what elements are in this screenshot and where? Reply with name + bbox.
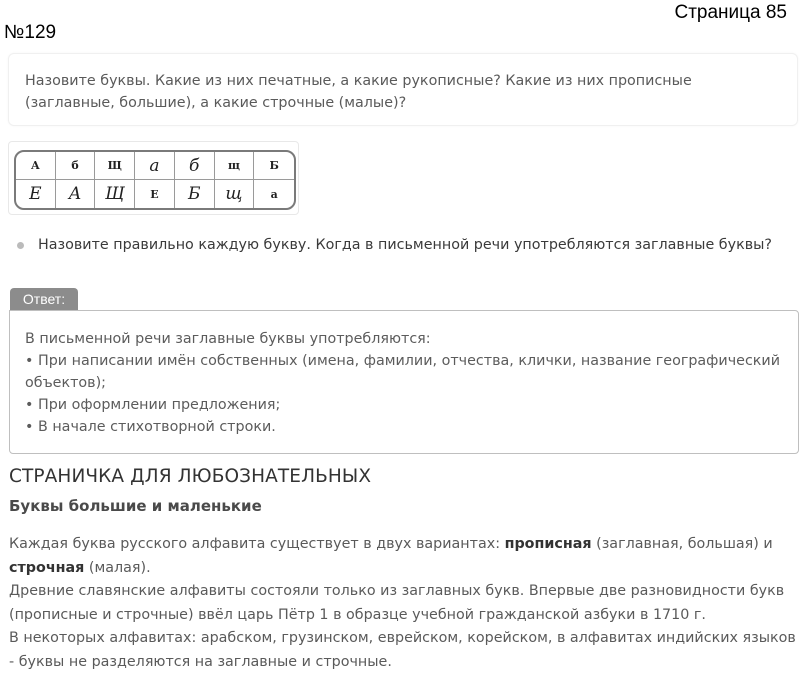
answer-tab: Ответ: bbox=[10, 288, 78, 310]
question-card bbox=[8, 53, 798, 126]
paragraph-1 bbox=[9, 533, 803, 580]
letter-cell: Б bbox=[254, 152, 294, 180]
section-subheading: Буквы большие и маленькие bbox=[9, 497, 262, 515]
letter-cell: Б bbox=[175, 180, 215, 208]
bold-term: строчная bbox=[9, 559, 85, 576]
letter-cell: Е bbox=[135, 180, 175, 208]
paragraph-3: В некоторых алфавитах: арабском, грузинском, еврейском, корейском, в алфавитах индийских языков - буквы не разделяются на заглавные и строчные. bbox=[9, 630, 796, 670]
letters-table bbox=[14, 150, 296, 210]
answer-intro: В письменной речи заглавные буквы употребляются: bbox=[25, 331, 431, 347]
letter-cell: б bbox=[175, 152, 215, 180]
task-number: №129 bbox=[4, 22, 57, 43]
letters-figure bbox=[8, 141, 299, 215]
letter-cell: А bbox=[16, 152, 56, 180]
page-label: Страница 85 bbox=[674, 2, 787, 23]
letter-cell: щ bbox=[215, 180, 255, 208]
bold-term: прописная bbox=[504, 536, 592, 552]
text-run: (малая). bbox=[84, 559, 151, 576]
bullet-question-text: Назовите правильно каждую букву. Когда в письменной речи употребляются заглавные буквы? bbox=[38, 237, 773, 253]
question-text: Назовите буквы. Какие из них печатные, а какие рукописные? Какие из них прописные (заглавные, большие), а какие строчные (малые)? bbox=[25, 73, 692, 111]
paragraph-2: Древние славянские алфавиты состояли только из заглавных букв. Впервые две разновидности букв (прописные и строчные) ввёл царь Пётр 1 в образце учебной гражданской азбуки в 1710 г. bbox=[9, 583, 785, 623]
text-run: (заглавная, большая) и bbox=[591, 536, 773, 552]
text-run: Каждая буква русского алфавита существует в двух вариантах: bbox=[9, 536, 505, 552]
answer-item: • При написании имён собственных (имена, фамилии, отчества, клички, название географический объектов); bbox=[25, 353, 781, 391]
answer-box bbox=[9, 310, 799, 454]
letter-cell: Щ bbox=[95, 152, 135, 180]
letter-cell: а bbox=[135, 152, 175, 180]
answer-item: • При оформлении предложения; bbox=[25, 397, 281, 413]
section-heading: СТРАНИЧКА ДЛЯ ЛЮБОЗНАТЕЛЬНЫХ bbox=[9, 466, 372, 487]
bullet-question bbox=[17, 233, 801, 257]
answer-item: • В начале стихотворной строки. bbox=[25, 419, 276, 435]
letter-cell: А bbox=[56, 180, 96, 208]
bullet-dot-icon bbox=[17, 242, 24, 249]
letter-cell: Е bbox=[16, 180, 56, 208]
letter-cell: Щ bbox=[95, 180, 135, 208]
letter-cell: а bbox=[270, 187, 278, 201]
letter-cell: щ bbox=[215, 152, 255, 180]
letter-cell: б bbox=[56, 152, 96, 180]
section-body bbox=[9, 533, 803, 674]
